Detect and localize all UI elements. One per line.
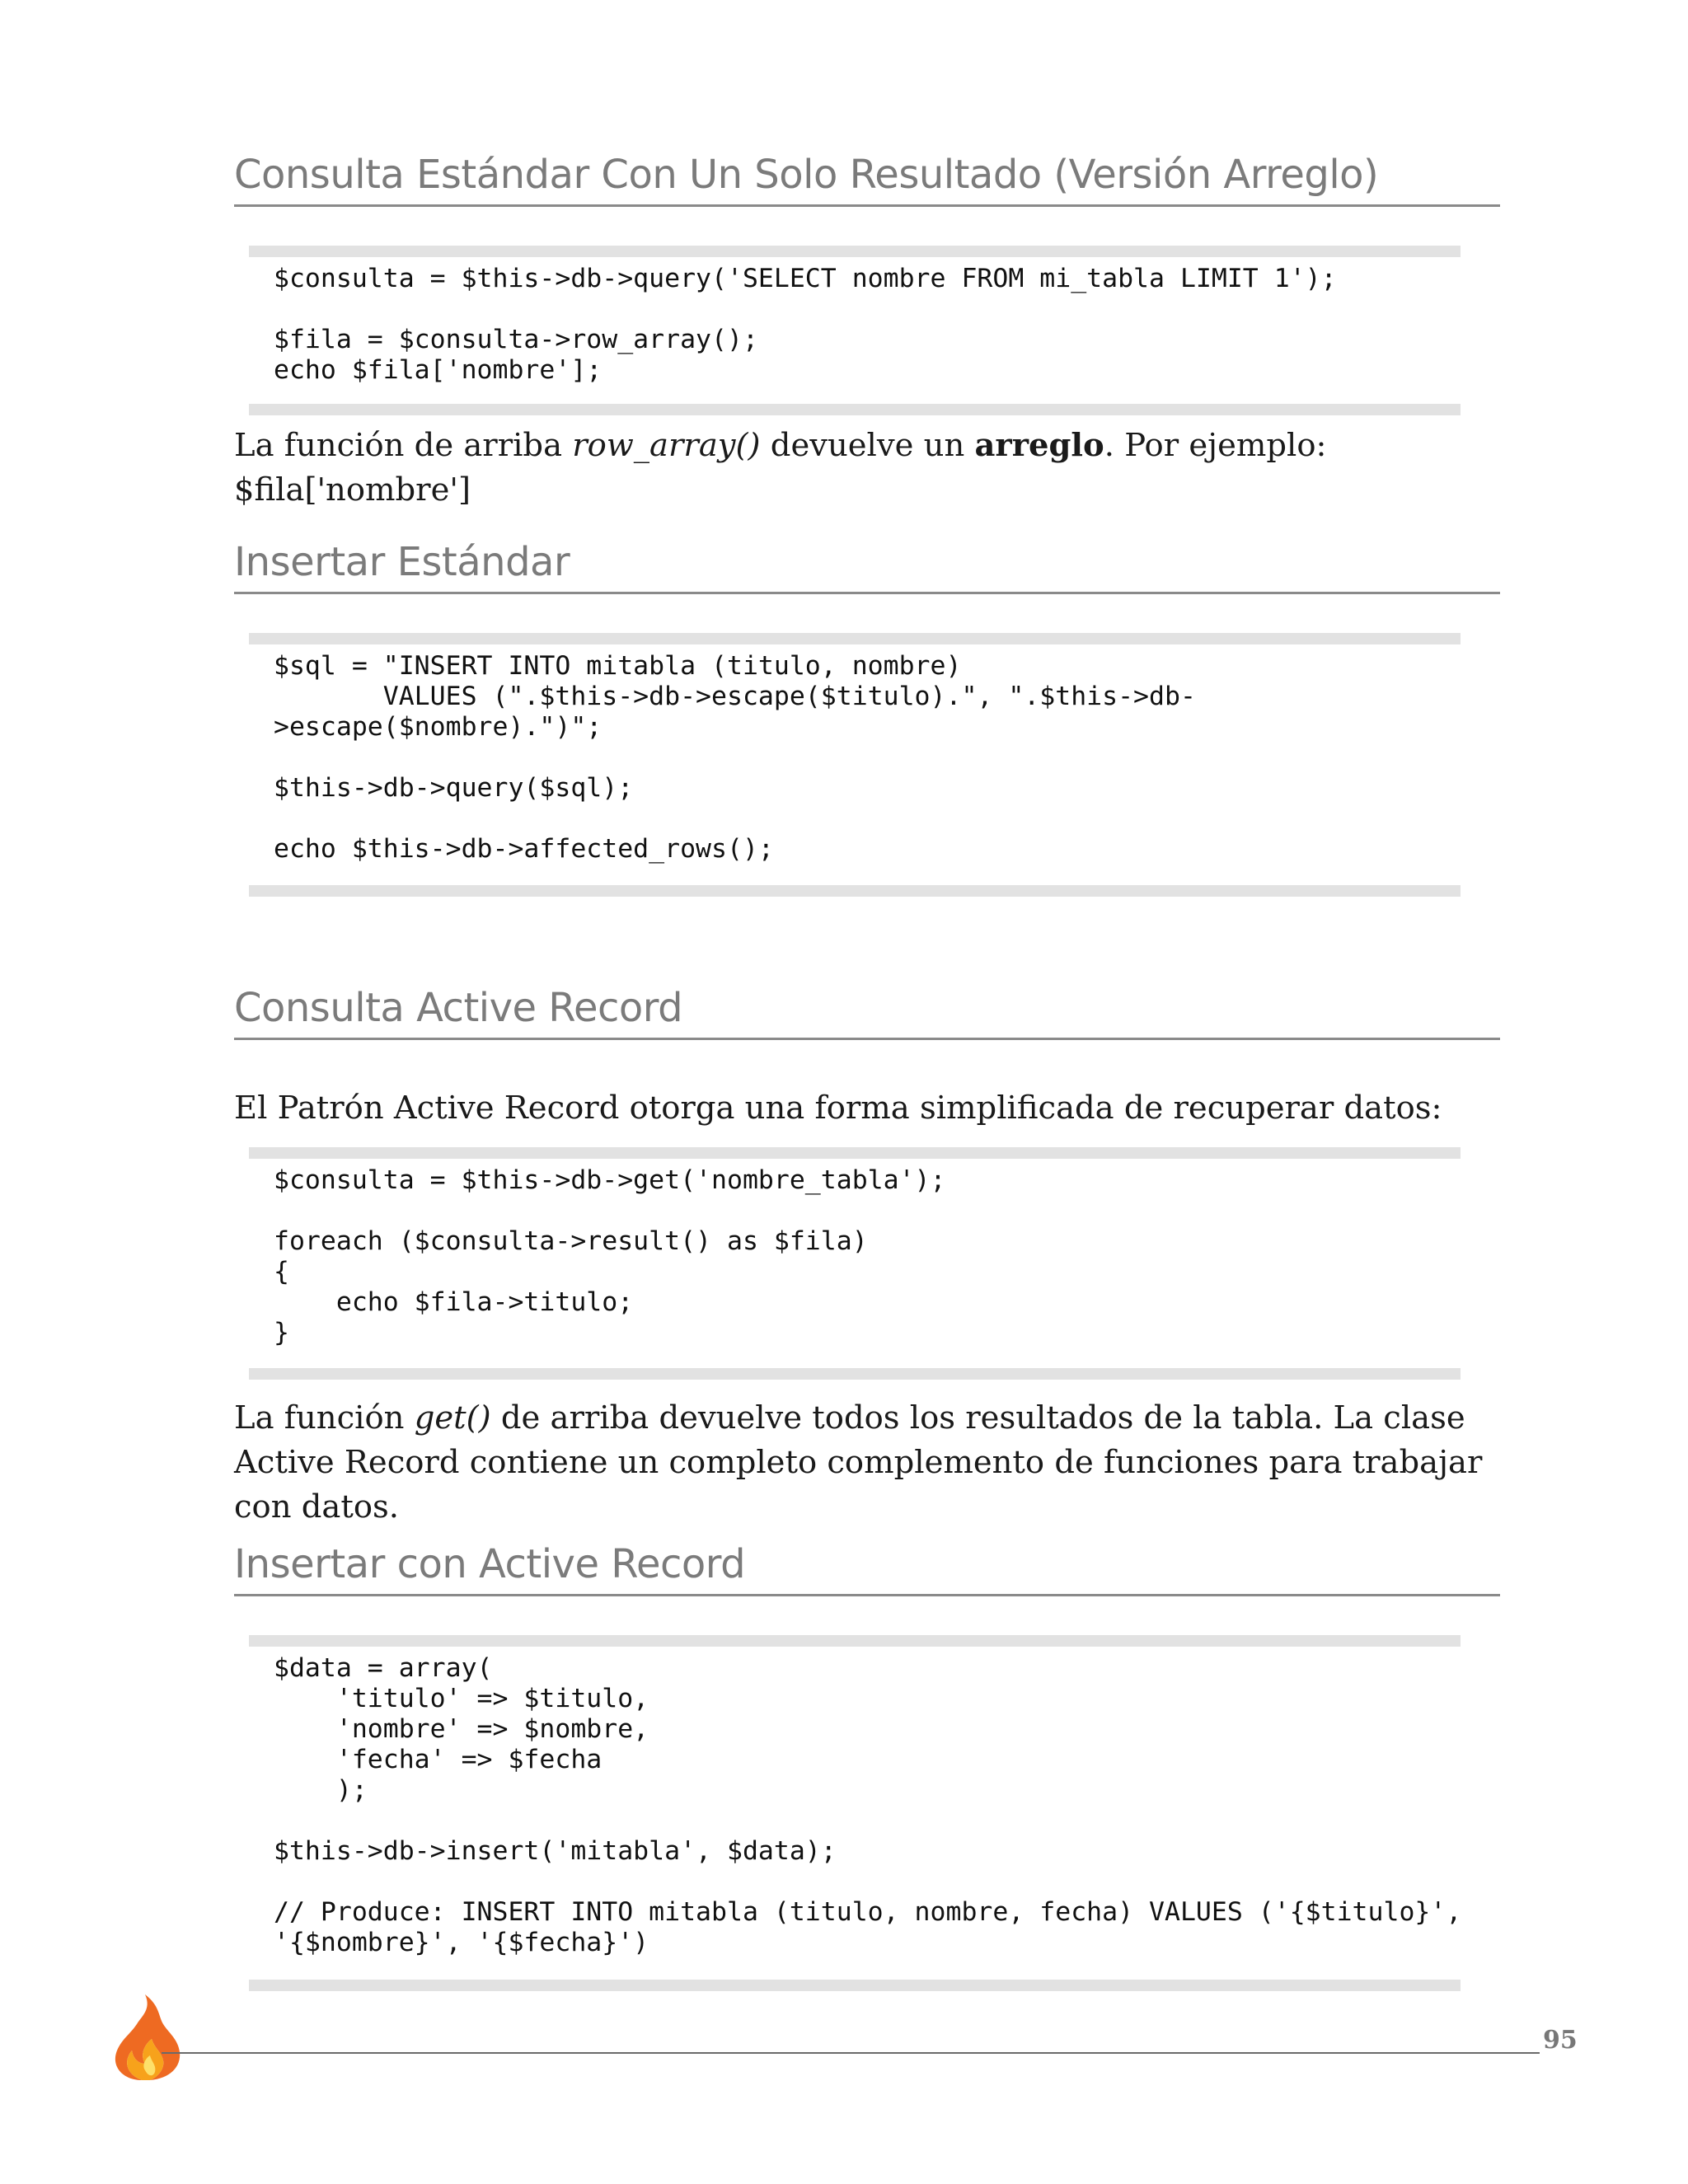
code-text: $data = array( 'titulo' => $titulo, 'nombre' => $nombre, 'fecha' => $fecha ); $this->db->insert('mitabla', $data); // Produce: INSERT INTO mitabla (titulo, nombre, fecha) VALUES ('{$titulo}', '{$nombre}', '{$fecha}'): [274, 1653, 1462, 1957]
footer-divider: [162, 2052, 1540, 2054]
text-part: de arriba devuelve todos los resultados de la tabla. La clase Active Record contiene un completo complemento de funciones para trabajar con datos.: [234, 1399, 1483, 1526]
code-text: $sql = "INSERT INTO mitabla (titulo, nombre) VALUES (".$this->db->escape($titulo).", ".$this->db- >escape($nombre).")"; $this->db->query($sql); echo $this->db->affected_rows();: [274, 651, 1196, 864]
code-block-active-record-get: [249, 1147, 1461, 1380]
function-name-get: get(): [414, 1399, 491, 1436]
paragraph-get-explanation: [234, 1396, 1503, 1530]
bold-term-arreglo: arreglo: [974, 427, 1104, 464]
codeigniter-flame-icon: [106, 1991, 185, 2082]
text-part: La función de arriba: [234, 427, 573, 464]
paragraph-active-record-intro: El Patrón Active Record otorga una forma simplificada de recuperar datos:: [234, 1090, 1442, 1127]
section-heading-insertar-estandar: Insertar Estándar: [234, 537, 1500, 594]
section-heading-consulta-estandar-arreglo: Consulta Estándar Con Un Solo Resultado (Versión Arreglo): [234, 150, 1500, 207]
page-number: 95: [1543, 2026, 1578, 2055]
code-block-row-array: [249, 246, 1461, 415]
section-heading-insertar-active-record: Insertar con Active Record: [234, 1540, 1500, 1596]
text-part: devuelve un: [760, 427, 975, 464]
code-text: $consulta = $this->db->get('nombre_tabla'); foreach ($consulta->result() as $fila) { echo $fila->titulo; }: [274, 1165, 946, 1347]
code-block-insert-sql: [249, 633, 1461, 897]
paragraph-row-array-explanation: [234, 424, 1503, 513]
code-block-active-record-insert: [249, 1635, 1461, 1991]
function-name-row-array: row_array(): [572, 427, 761, 464]
code-text: $consulta = $this->db->query('SELECT nombre FROM mi_tabla LIMIT 1'); $fila = $consulta->row_array(); echo $fila['nombre'];: [274, 264, 1337, 385]
text-part: La función: [234, 1399, 415, 1436]
text-part: . Por ejemplo: $fila['nombre']: [234, 427, 1327, 509]
section-heading-consulta-active-record: Consulta Active Record: [234, 983, 1500, 1040]
